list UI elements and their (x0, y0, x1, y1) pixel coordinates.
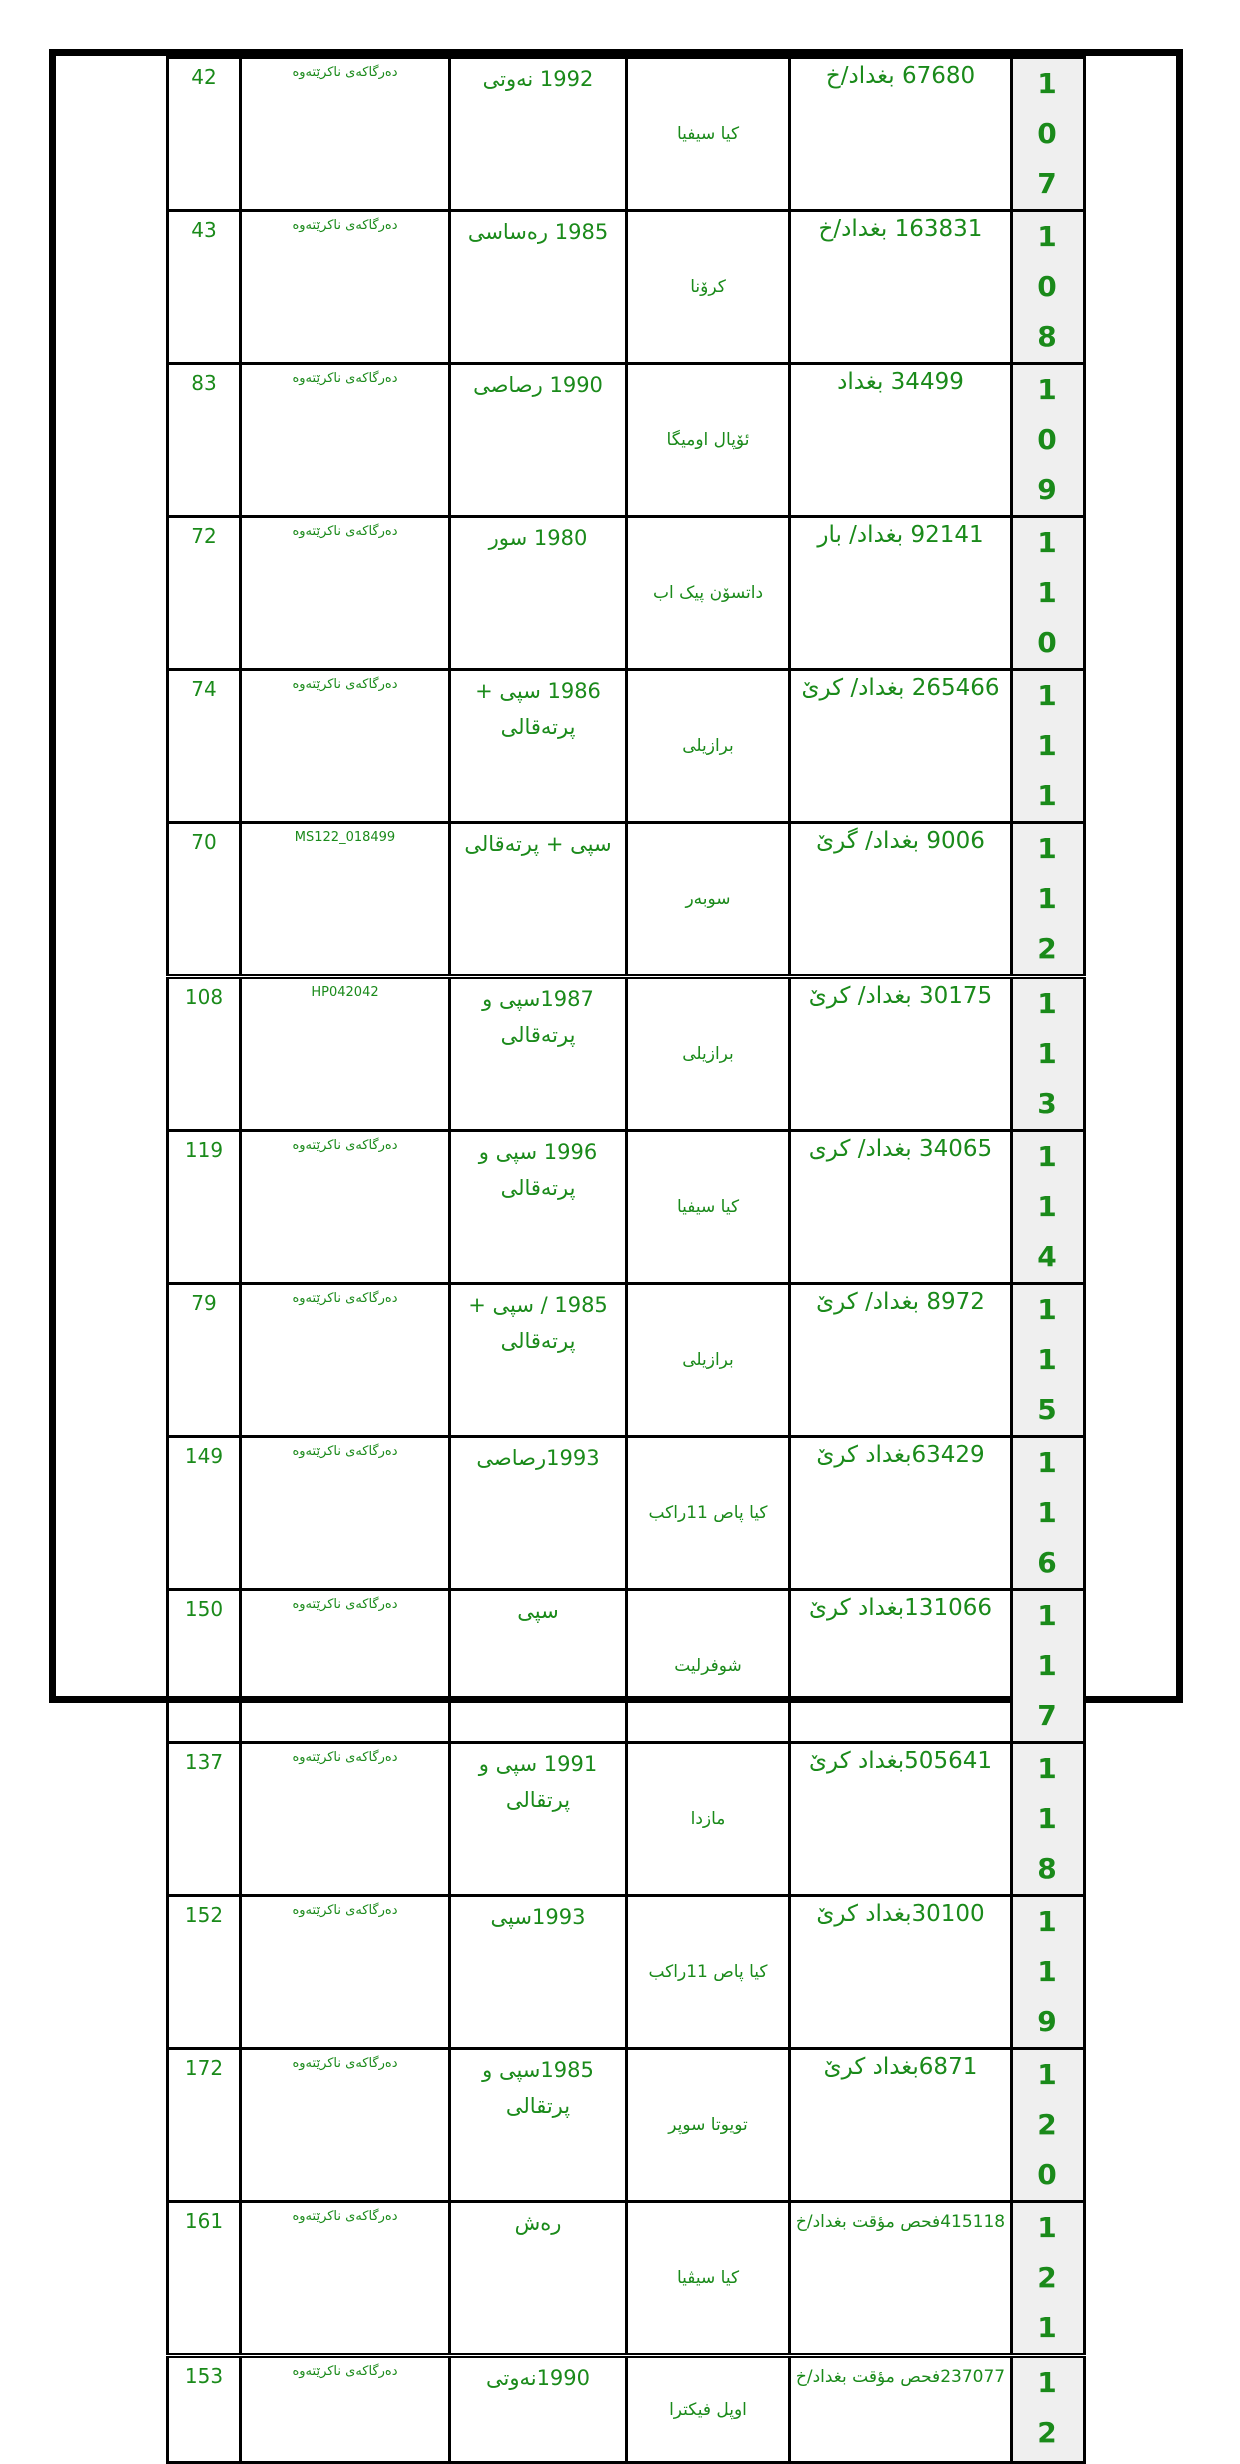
car-model-cell (627, 977, 790, 1131)
door-note-cell (241, 670, 450, 823)
plate-number-cell (790, 823, 1012, 977)
plate-number-cell (790, 2202, 1012, 2356)
door-note-cell (241, 1743, 450, 1896)
table-row (168, 1437, 1085, 1590)
sequence-number-cell (1012, 2202, 1085, 2356)
record-number-cell (168, 1743, 241, 1896)
record-number-cell (168, 670, 241, 823)
plate-number-cell (790, 1743, 1012, 1896)
year-color-text: 1993رصاصی (476, 1446, 600, 1470)
car-model-cell (627, 364, 790, 517)
vehicle-records-table (166, 56, 1086, 2464)
plate-number-cell (790, 364, 1012, 517)
car-model-cell (627, 58, 790, 211)
table-row (168, 58, 1085, 211)
sequence-number-cell (1012, 670, 1085, 823)
car-model-cell (627, 2049, 790, 2202)
record-number-cell (168, 1590, 241, 1743)
door-note-text: دەرگاکەی ناکرێتەوە (292, 1903, 398, 1918)
car-model-cell (627, 1743, 790, 1896)
year-color-cell (450, 823, 627, 977)
plate-number-cell (790, 2356, 1012, 2463)
plate-number-text: 67680 بغداد/خ (825, 63, 976, 89)
year-color-text: 1992 نەوتی (482, 67, 594, 91)
year-color-cell (450, 1284, 627, 1437)
record-number-text: 149 (184, 1444, 224, 1468)
table-row (168, 517, 1085, 670)
plate-number-cell (790, 977, 1012, 1131)
plate-number-cell (790, 211, 1012, 364)
record-number-text: 150 (184, 1597, 224, 1621)
door-note-cell (241, 823, 450, 977)
year-color-cell (450, 1896, 627, 2049)
record-number-cell (168, 211, 241, 364)
door-note-cell (241, 1896, 450, 2049)
year-color-cell (450, 1437, 627, 1590)
plate-number-text: 505641بغداد كرێ (809, 1748, 992, 1774)
car-model-text: داتسۆن پیک اب (652, 583, 764, 603)
plate-number-cell (790, 517, 1012, 670)
year-color-text: 1990 رصاصی (473, 373, 603, 397)
sequence-number-text: 118 (1037, 1752, 1059, 1885)
year-color-text: رەش (514, 2211, 562, 2235)
plate-number-text: 9006 بغداد/ گرێ (816, 828, 985, 854)
plate-number-text: 415118فحص مؤقت بغداد/خ (795, 2212, 1006, 2232)
table-row (168, 2049, 1085, 2202)
year-color-cell (450, 2049, 627, 2202)
car-model-text: ئۆپال اوميگا (666, 430, 750, 450)
record-number-text: 108 (184, 985, 224, 1009)
sequence-number-cell (1012, 1590, 1085, 1743)
table-row (168, 1590, 1085, 1743)
record-number-cell (168, 517, 241, 670)
sequence-number-text: 116 (1037, 1446, 1059, 1579)
table-row (168, 1131, 1085, 1284)
door-note-cell (241, 211, 450, 364)
record-number-text: 172 (184, 2056, 224, 2080)
record-number-text: 72 (191, 524, 217, 548)
sequence-number-text: 119 (1037, 1905, 1059, 2038)
plate-number-text: 163831 بغداد/خ (818, 216, 983, 242)
sequence-number-cell (1012, 2356, 1085, 2463)
sequence-number-text: 113 (1037, 987, 1059, 1120)
record-number-text: 74 (191, 677, 217, 701)
car-model-text: كيا پاص 11راكب (648, 1503, 768, 1523)
record-number-text: 42 (191, 65, 217, 89)
door-note-text: دەرگاکەی ناکرێتەوە (292, 524, 398, 539)
door-note-cell (241, 2049, 450, 2202)
year-color-text: 1985 / سپی + پرتەقالی (468, 1293, 608, 1353)
record-number-text: 70 (191, 830, 217, 854)
sequence-number-cell (1012, 1743, 1085, 1896)
plate-number-text: 63429بغداد كرێ (816, 1442, 985, 1468)
sequence-number-text: 114 (1037, 1140, 1059, 1273)
plate-number-cell (790, 58, 1012, 211)
door-note-cell (241, 517, 450, 670)
record-number-text: 119 (184, 1138, 224, 1162)
plate-number-text: 92141 بغداد/ بار (817, 522, 984, 548)
plate-number-cell (790, 1131, 1012, 1284)
door-note-text: دەرگاکەی ناکرێتەوە (292, 2364, 398, 2379)
table-row (168, 2356, 1085, 2463)
year-color-text: 1985 رەساسی (467, 220, 609, 244)
year-color-cell (450, 977, 627, 1131)
car-model-text: كيا سيفيا (676, 124, 740, 144)
car-model-text: سوبەر (685, 889, 731, 909)
table-row (168, 977, 1085, 1131)
door-note-text: دەرگاکەی ناکرێتەوە (292, 1597, 398, 1612)
plate-number-text: 30100بغداد كرێ (816, 1901, 985, 1927)
record-number-text: 137 (184, 1750, 224, 1774)
door-note-text: HP042042 (311, 985, 379, 1000)
door-note-text: دەرگاکەی ناکرێتەوە (292, 371, 398, 386)
record-number-cell (168, 1437, 241, 1590)
plate-number-text: 131066بغداد كرێ (809, 1595, 992, 1621)
record-number-cell (168, 977, 241, 1131)
sequence-number-text: 107 (1037, 67, 1059, 200)
plate-number-text: 6871بغداد كرێ (823, 2054, 978, 2080)
car-model-cell (627, 670, 790, 823)
sequence-number-text: 121 (1037, 2211, 1059, 2344)
plate-number-cell (790, 1896, 1012, 2049)
plate-number-text: 8972 بغداد/ كرێ (816, 1289, 985, 1315)
table-row (168, 364, 1085, 517)
table-body (168, 58, 1085, 2463)
year-color-text: سپی (517, 1599, 559, 1623)
car-model-cell (627, 517, 790, 670)
record-number-cell (168, 823, 241, 977)
sequence-number-text: 120 (1037, 2058, 1059, 2191)
door-note-text: دەرگاکەی ناکرێتەوە (292, 1750, 398, 1765)
sequence-number-text: 12 (1037, 2366, 1059, 2449)
door-note-text: دەرگاکەی ناکرێتەوە (292, 218, 398, 233)
year-color-text: 1980 سور (488, 526, 588, 550)
table-row (168, 211, 1085, 364)
sequence-number-cell (1012, 517, 1085, 670)
record-number-text: 83 (191, 371, 217, 395)
car-model-text: اوپل فيكترا (669, 2399, 747, 2420)
table-row (168, 670, 1085, 823)
record-number-text: 152 (184, 1903, 224, 1927)
car-model-text: برازيلى (682, 736, 734, 756)
year-color-text: سپی + پرتەقالی (464, 832, 612, 856)
car-model-cell (627, 2356, 790, 2463)
sequence-number-cell (1012, 58, 1085, 211)
plate-number-cell (790, 1437, 1012, 1590)
plate-number-text: 265466 بغداد/ كرێ (801, 675, 1000, 701)
record-number-cell (168, 2049, 241, 2202)
sequence-number-text: 111 (1037, 679, 1059, 812)
year-color-cell (450, 1131, 627, 1284)
year-color-text: 1993سپی (490, 1905, 586, 1929)
year-color-cell (450, 58, 627, 211)
sequence-number-cell (1012, 364, 1085, 517)
plate-number-text: 34499 بغداد (837, 369, 964, 395)
year-color-text: 1991 سپی و پرتقالی (478, 1752, 598, 1812)
plate-number-text: 237077فحص مؤقت بغداد/خ (795, 2367, 1006, 2387)
year-color-text: 1985سپی و پرتقالی (482, 2058, 594, 2118)
year-color-cell (450, 517, 627, 670)
sequence-number-cell (1012, 823, 1085, 977)
door-note-text: دەرگاکەی ناکرێتەوە (292, 1138, 398, 1153)
record-number-text: 161 (184, 2209, 224, 2233)
year-color-cell (450, 211, 627, 364)
year-color-cell (450, 2356, 627, 2463)
car-model-cell (627, 2202, 790, 2356)
sequence-number-cell (1012, 1437, 1085, 1590)
car-model-text: مازدا (690, 1809, 726, 1829)
year-color-text: 1987سپی و پرتەقالی (482, 987, 594, 1047)
car-model-cell (627, 1131, 790, 1284)
car-model-text: تويوتا سوپر (668, 2115, 748, 2135)
sequence-number-cell (1012, 1284, 1085, 1437)
year-color-cell (450, 1590, 627, 1743)
plate-number-cell (790, 670, 1012, 823)
car-model-text: شوفرليت (674, 1656, 742, 1676)
door-note-text: دەرگاکەی ناکرێتەوە (292, 2056, 398, 2071)
car-model-cell (627, 1896, 790, 2049)
record-number-cell (168, 1896, 241, 2049)
door-note-cell (241, 58, 450, 211)
sequence-number-text: 115 (1037, 1293, 1059, 1426)
year-color-text: 1996 سپی و پرتەقالی (478, 1140, 598, 1200)
car-model-cell (627, 1284, 790, 1437)
plate-number-cell (790, 2049, 1012, 2202)
year-color-text: 1990نەوتی (485, 2366, 591, 2390)
door-note-cell (241, 1131, 450, 1284)
sequence-number-cell (1012, 2049, 1085, 2202)
plate-number-text: 30175 بغداد/ كرێ (808, 983, 993, 1009)
door-note-cell (241, 977, 450, 1131)
record-number-cell (168, 364, 241, 517)
door-note-cell (241, 364, 450, 517)
car-model-cell (627, 211, 790, 364)
door-note-text: دەرگاکەی ناکرێتەوە (292, 1444, 398, 1459)
door-note-cell (241, 2202, 450, 2356)
sequence-number-cell (1012, 1131, 1085, 1284)
plate-number-text: 34065 بغداد/ كرى (808, 1136, 993, 1162)
year-color-text: 1986 سپی + پرتەقالی (475, 679, 601, 739)
car-model-cell (627, 1590, 790, 1743)
door-note-text: دەرگاکەی ناکرێتەوە (292, 2209, 398, 2224)
car-model-cell (627, 1437, 790, 1590)
record-number-text: 153 (184, 2364, 224, 2388)
car-model-text: برازيلى (682, 1350, 734, 1370)
sequence-number-text: 117 (1037, 1599, 1059, 1732)
record-number-text: 43 (191, 218, 217, 242)
plate-number-cell (790, 1590, 1012, 1743)
door-note-text: دەرگاکەی ناکرێتەوە (292, 65, 398, 80)
car-model-text: كيا پاص 11راكب (648, 1962, 768, 1982)
record-number-text: 79 (191, 1291, 217, 1315)
table-row (168, 823, 1085, 977)
car-model-text: كرۆنا (690, 277, 726, 297)
table-row (168, 1284, 1085, 1437)
sequence-number-cell (1012, 1896, 1085, 2049)
record-number-cell (168, 2202, 241, 2356)
car-model-text: كيا سيڤيا (676, 2268, 740, 2288)
table-row (168, 2202, 1085, 2356)
table-row (168, 1743, 1085, 1896)
door-note-cell (241, 1437, 450, 1590)
plate-number-cell (790, 1284, 1012, 1437)
door-note-cell (241, 2356, 450, 2463)
record-number-cell (168, 2356, 241, 2463)
door-note-cell (241, 1284, 450, 1437)
sequence-number-text: 108 (1037, 220, 1059, 353)
year-color-cell (450, 364, 627, 517)
car-model-text: برازيلى (682, 1044, 734, 1064)
sequence-number-cell (1012, 977, 1085, 1131)
year-color-cell (450, 2202, 627, 2356)
sequence-number-text: 112 (1037, 832, 1059, 965)
car-model-cell (627, 823, 790, 977)
record-number-cell (168, 1131, 241, 1284)
door-note-text: دەرگاکەی ناکرێتەوە (292, 1291, 398, 1306)
table-row (168, 1896, 1085, 2049)
sequence-number-text: 110 (1037, 526, 1059, 659)
year-color-cell (450, 670, 627, 823)
door-note-cell (241, 1590, 450, 1743)
year-color-cell (450, 1743, 627, 1896)
sequence-number-text: 109 (1037, 373, 1059, 506)
door-note-text: دەرگاکەی ناکرێتەوە (292, 677, 398, 692)
sequence-number-cell (1012, 211, 1085, 364)
door-note-text: MS122_018499 (294, 830, 396, 845)
car-model-text: كيا سيفيا (676, 1197, 740, 1217)
record-number-cell (168, 1284, 241, 1437)
record-number-cell (168, 58, 241, 211)
